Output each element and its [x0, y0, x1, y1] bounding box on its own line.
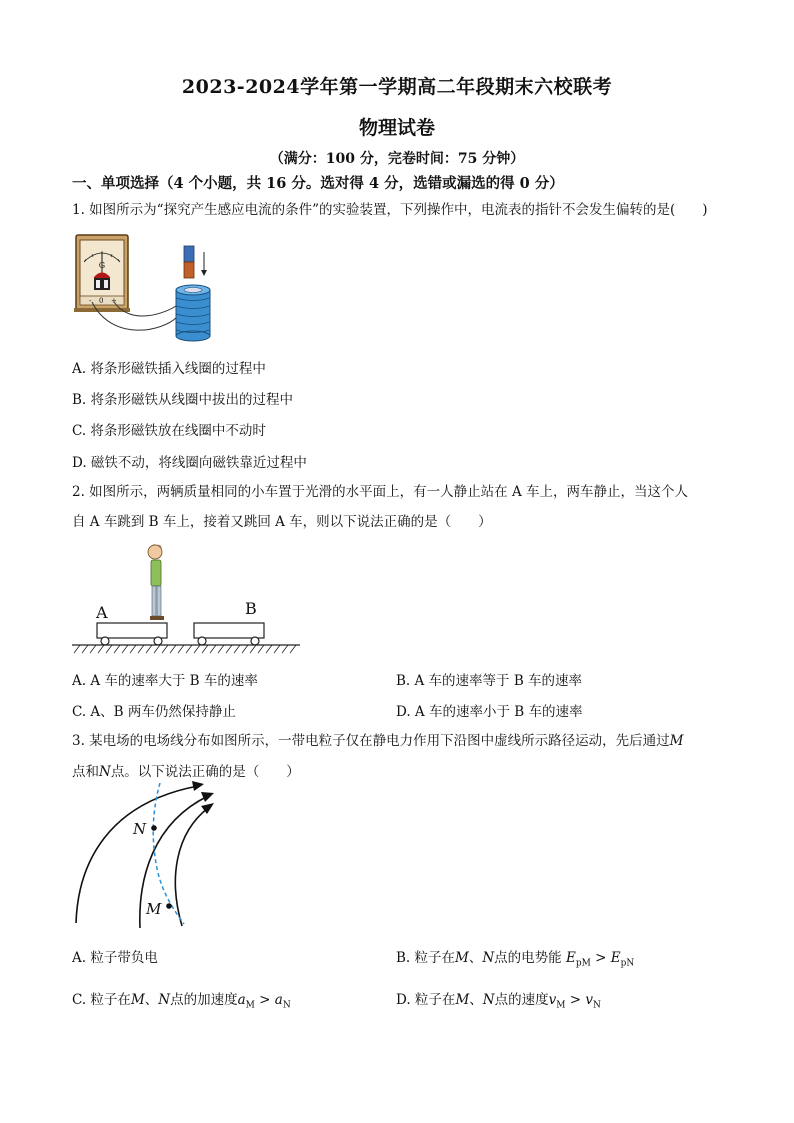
subject-title: 物理试卷 [358, 117, 435, 139]
q2-option-c: C. A、B 两车仍然保持静止 [72, 704, 236, 720]
cart-a-label: A [96, 603, 108, 622]
person-body [151, 560, 161, 586]
question-1-stem: 1. 如图所示为“探究产生感应电流的条件”的实验装置，下列操作中，电流表的指针不会发生偏转的是( ) [72, 202, 708, 218]
q1-option-b: B. 将条形磁铁从线圈中拔出的过程中 [72, 392, 294, 408]
question-3-stem-line2: 点和N点。以下说法正确的是（ ） [72, 764, 300, 780]
q3-figure [68, 778, 228, 933]
cart-b-label: B [245, 599, 257, 618]
field-line-3 [175, 808, 208, 926]
q3-option-d: D. 粒子在M、N点的速度$v_M > v_N$ [396, 992, 601, 1011]
terminal-zero: 0 [99, 297, 104, 305]
q2-figure [72, 540, 302, 660]
exam-info: （满分：100 分，完卷时间：75 分钟） [269, 151, 525, 167]
point-n [151, 825, 157, 831]
coil [176, 290, 210, 336]
question-3-stem-line1: 3. 某电场的电场线分布如图所示，一带电粒子仅在静电力作用下沿图中虚线所示路径运动，先后通过M [72, 733, 684, 749]
magnet-south [184, 262, 194, 278]
point-m-text: M [669, 733, 684, 749]
point-m-label: M [146, 900, 162, 918]
terminal-minus: - [89, 297, 92, 305]
terminal-plus: + [111, 297, 117, 305]
q3-option-c: C. 粒子在M、N点的加速度$a_M > a_N$ [72, 992, 291, 1011]
q1-figure [72, 232, 222, 344]
point-m [166, 903, 172, 909]
q1-option-d: D. 磁铁不动，将线圈向磁铁靠近过程中 [72, 455, 307, 471]
q2-option-a: A. A 车的速率大于 B 车的速率 [72, 673, 258, 689]
question-2-stem-line2: 自 A 车跳到 B 车上，接着又跳回 A 车，则以下说法正确的是（ ） [72, 514, 492, 530]
q2-option-d: D. A 车的速率小于 B 车的速率 [396, 704, 583, 720]
question-2-stem-line1: 2. 如图所示，两辆质量相同的小车置于光滑的水平面上，有一人静止站在 A 车上，两车静止，当这个人 [72, 484, 689, 500]
magnet-north [184, 246, 194, 262]
section-heading: 一、单项选择（4 个小题，共 16 分。选对得 4 分，选错或漏选的得 0 分） [72, 175, 564, 192]
q3-option-a: A. 粒子带负电 [72, 950, 158, 966]
exam-title: 2023-2024学年第一学期高二年段期末六校联考 [181, 76, 613, 98]
cart-b [194, 623, 264, 638]
q3-option-b: B. 粒子在M、N点的电势能 $E_{pM} > E_{pN}$ [396, 950, 635, 969]
field-line-1 [76, 786, 198, 923]
cart-a [97, 623, 167, 638]
q1-option-a: A. 将条形磁铁插入线圈的过程中 [72, 361, 266, 377]
point-n-label: N [133, 820, 147, 838]
meter-label: G [98, 261, 106, 270]
down-arrow-icon [201, 270, 207, 276]
q2-option-b: B. A 车的速率等于 B 车的速率 [396, 673, 583, 689]
person-head [148, 545, 162, 559]
q1-option-c: C. 将条形磁铁放在线圈中不动时 [72, 423, 266, 439]
